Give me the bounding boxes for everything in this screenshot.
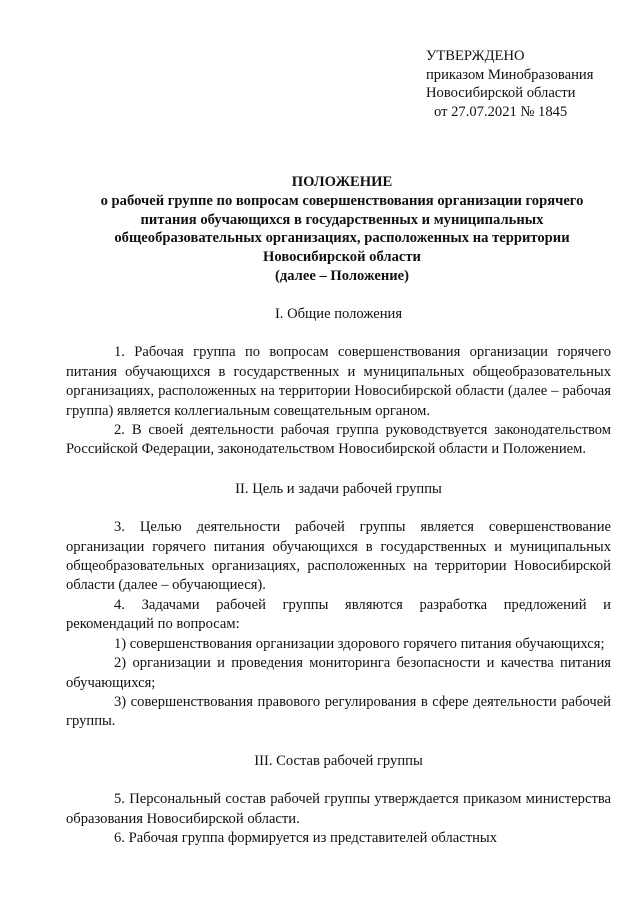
approval-line: приказом Минобразования: [426, 66, 594, 83]
title-line: о рабочей группе по вопросам совершенствования организации горячего: [100, 192, 584, 209]
approval-line: УТВЕРЖДЕНО: [426, 48, 525, 64]
paragraph: 1. Рабочая группа по вопросам совершенствования организации горячего питания обучающихся в государственных и муниципальных общеобразовательных организациях, расположенных на территории Новосибирской области (далее – рабочая группа) является коллегиальным совещательным органом.: [66, 344, 611, 419]
document-title: [66, 173, 618, 286]
section-heading: II. Цель и задачи рабочей группы: [235, 480, 442, 497]
section-heading: I. Общие положения: [274, 306, 403, 322]
title-line: (далее – Положение): [274, 267, 409, 284]
list-item: 2) организации и проведения мониторинга безопасности и качества питания обучающихся;: [66, 655, 611, 691]
approval-line: Новосибирской области: [426, 85, 576, 102]
paragraph: 3. Целью деятельности рабочей группы является совершенствование организации горячего питания обучающихся в государственных и муниципальных общеобразовательных организациях, расположенных на территории Новосибирской области (далее – обучающиеся).: [66, 519, 611, 594]
section-heading: III. Состав рабочей группы: [254, 752, 423, 769]
paragraph: 2. В своей деятельности рабочая группа руководствуется законодательством Российской Федерации, законодательством Новосибирской области и Положением.: [66, 422, 611, 458]
title-line: общеобразовательных организациях, расположенных на территории: [114, 230, 570, 247]
title-line: Новосибирской области: [263, 249, 421, 266]
approval-stamp: [420, 47, 630, 121]
document-body: [66, 305, 611, 848]
approval-line: от 27.07.2021 № 1845: [434, 103, 568, 120]
paragraph: 4. Задачами рабочей группы являются разработка предложений и рекомендаций по вопросам:: [66, 596, 611, 633]
list-item: 3) совершенствования правового регулирования в сфере деятельности рабочей группы.: [66, 693, 611, 730]
list-item: 1) совершенствования организации здорового горячего питания обучающихся;: [114, 635, 605, 652]
title-line: ПОЛОЖЕНИЕ: [291, 174, 393, 190]
paragraph: 6. Рабочая группа формируется из представителей областных: [114, 829, 498, 846]
title-line: питания обучающихся в государственных и муниципальных: [140, 211, 544, 228]
paragraph: 5. Персональный состав рабочей группы утверждается приказом министерства образования Новосибирской области.: [66, 791, 611, 827]
